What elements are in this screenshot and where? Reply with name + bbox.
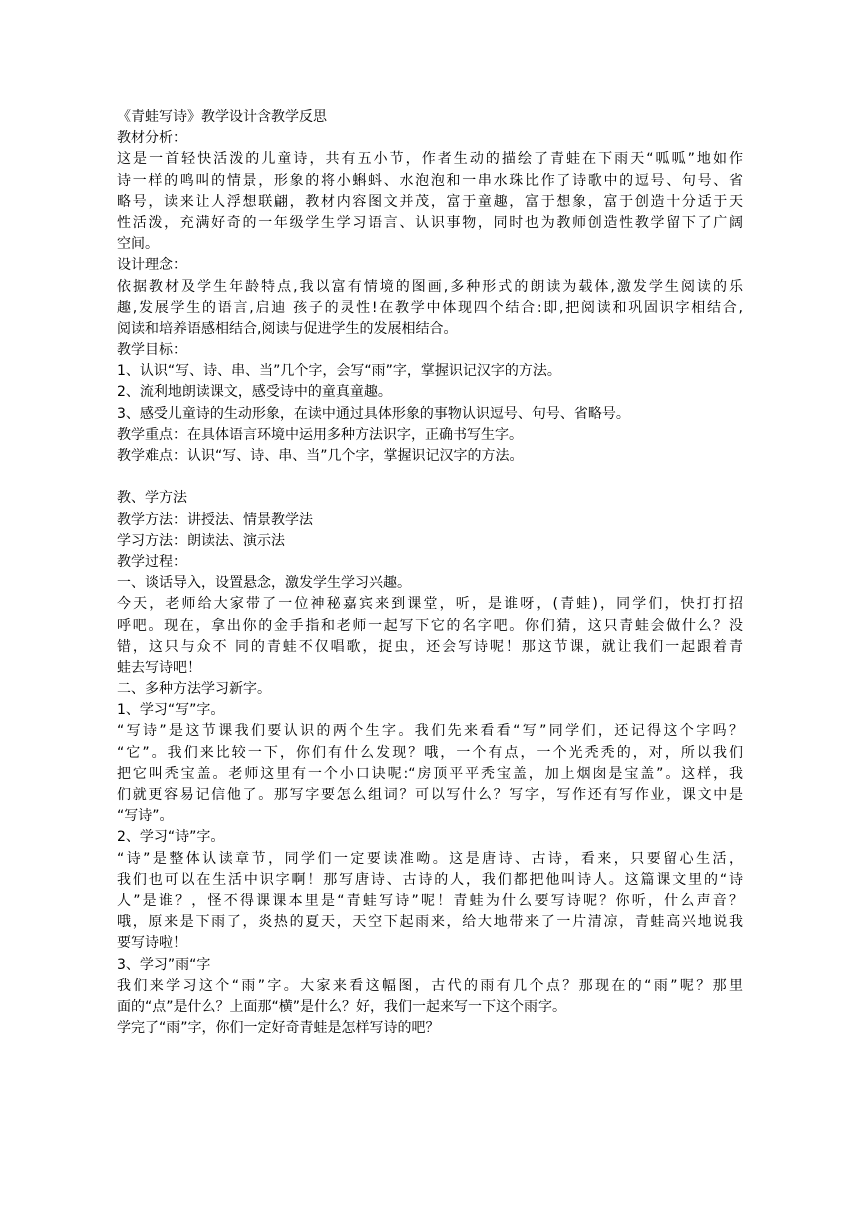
concept-heading: 设计理念： <box>117 257 187 274</box>
sub2-line: 我们也可以在生活中识字啊！那写唐诗、古诗的人，我们都把他叫诗人。这篇课文里的“诗 <box>117 871 743 888</box>
sub3-line: 我们来学习这个“雨”字。大家来看这幅图，古代的雨有几个点？那现在的“雨”呢？那里 <box>117 977 743 994</box>
methods-heading: 教、学方法 <box>117 490 187 507</box>
teaching-method: 教学方法：讲授法、情景教学法 <box>117 511 313 528</box>
step1-line: 蛙去写诗吧！ <box>117 659 201 676</box>
key-point: 教学重点：在具体语言环境中运用多种方法识字，正确书写生字。 <box>117 426 523 443</box>
goal-item: 3、感受儿童诗的生动形象，在读中通过具体形象的事物认识逗号、句号、省略号。 <box>117 405 630 422</box>
sub2-line: “诗”是整体认读章节，同学们一定要读准呦。这是唐诗、古诗，看来，只要留心生活， <box>117 850 743 867</box>
document-page <box>117 107 743 1039</box>
analysis-heading: 教材分析： <box>117 130 187 147</box>
sub2-heading: 2、学习“诗”字。 <box>117 829 225 846</box>
goals-heading: 教学目标： <box>117 342 187 359</box>
sub2-line: 哦，原来是下雨了，炎热的夏天，天空下起雨来，给大地带来了一片清凉，青蛙高兴地说我 <box>117 914 743 931</box>
analysis-line: 性活泼，充满好奇的一年级学生学习语言、认识事物，同时也为教师创造性教学留下了广阔 <box>117 214 743 231</box>
sub2-line: 要写诗啦！ <box>117 935 187 952</box>
sub1-line: “写诗”是这节课我们要认识的两个生字。我们先来看看“写”同学们，还记得这个字吗？ <box>117 723 743 740</box>
goal-item: 1、认识“写、诗、串、当”几个字，会写“雨”字，掌握识记汉字的方法。 <box>117 363 561 380</box>
goal-item: 2、流利地朗读课文，感受诗中的童真童趣。 <box>117 384 392 401</box>
concept-line: 依据教材及学生年龄特点,我以富有情境的图画,多种形式的朗读为载体,激发学生阅读的乐 <box>117 278 743 295</box>
step1-line: 今天，老师给大家带了一位神秘嘉宾来到课堂，听，是谁呀，(青蛙)，同学们，快打打招 <box>117 596 743 613</box>
step1-line: 呼吧。现在，拿出你的金手指和老师一起写下它的名字吧。你们猜，这只青蛙会做什么？没 <box>117 617 743 634</box>
sub1-heading: 1、学习“写”字。 <box>117 702 225 719</box>
sub3-line: 面的“点”是什么？上面那“横”是什么？好，我们一起来写一下这个雨字。 <box>117 998 567 1015</box>
analysis-line: 诗一样的鸣叫的情景，形象的将小蝌蚪、水泡泡和一串水珠比作了诗歌中的逗号、句号、省 <box>117 172 743 189</box>
document-title: 《青蛙写诗》教学设计含教学反思 <box>117 109 327 125</box>
sub1-line: 把它叫秃宝盖。老师这里有一个小口诀呢:“房顶平平秃宝盖，加上烟囱是宝盖”。这样，我 <box>117 765 743 782</box>
step2-heading: 二、多种方法学习新字。 <box>117 681 271 698</box>
sub2-line: 人”是谁？，怪不得课课本里是“青蛙写诗”呢！青蛙为什么要写诗呢？你听，什么声音？ <box>117 892 743 909</box>
sub1-line: “它”。我们来比较一下，你们有什么发现？哦，一个有点，一个光秃秃的，对，所以我们 <box>117 744 743 761</box>
difficult-point: 教学难点：认识“写、诗、串、当”几个字，掌握识记汉字的方法。 <box>117 448 524 464</box>
concept-line: 阅读和培养语感相结合,阅读与促进学生的发展相结合。 <box>117 320 458 337</box>
sub1-line: “写诗”。 <box>117 808 174 825</box>
step1-line: 错，这只与众不 同的青蛙不仅唱歌，捉虫，还会写诗呢！那这节课，就让我们一起跟着青 <box>117 638 743 655</box>
sub1-line: 们就更容易记信他了。那写字要怎么组词？可以写什么？写字，写作还有写作业，课文中是 <box>117 787 743 803</box>
learning-method: 学习方法：朗读法、演示法 <box>117 532 285 549</box>
blank-line <box>117 467 743 488</box>
analysis-line: 这是一首轻快活泼的儿童诗，共有五小节，作者生动的描绘了青蛙在下雨天“呱呱”地如作 <box>117 151 743 168</box>
process-heading: 教学过程： <box>117 553 187 570</box>
sub3-line: 学完了“雨”字，你们一定好奇青蛙是怎样写诗的吧？ <box>117 1020 440 1037</box>
step1-heading: 一、谈话导入，设置悬念，激发学生学习兴趣。 <box>117 575 411 592</box>
concept-line: 趣,发展学生的语言,启迪 孩子的灵性!在教学中体现四个结合:即,把阅读和巩固识字相结合, <box>117 299 743 316</box>
analysis-line: 略号，读来让人浮想联翩，教材内容图文并茂，富于童趣，富于想象，富于创造十分适于天 <box>117 193 743 210</box>
sub3-heading: 3、学习”雨“字 <box>117 956 211 973</box>
analysis-line: 空间。 <box>117 236 159 253</box>
